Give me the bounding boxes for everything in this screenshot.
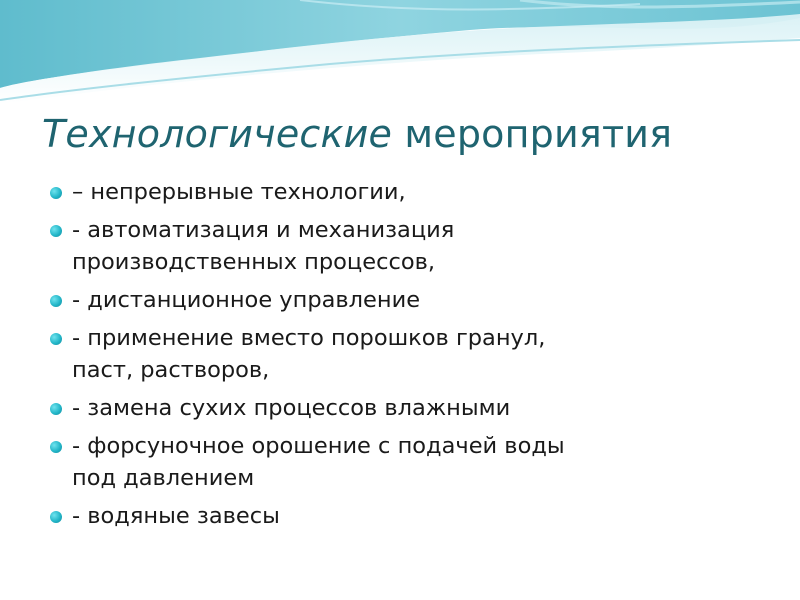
bullet-item (50, 284, 750, 316)
bullet-icon (50, 403, 62, 415)
bullet-item (50, 176, 750, 208)
wave-decoration (0, 0, 800, 110)
slide-title-rest: мероприятия (392, 112, 673, 156)
bullet-text: - применение вместо порошков гранул, паст, растворов, (72, 325, 546, 383)
bullet-item (50, 500, 750, 532)
bullet-item (50, 430, 750, 494)
bullet-icon (50, 225, 62, 237)
bullet-text: - форсуночное орошение с подачей воды под давлением (72, 433, 565, 491)
bullet-item (50, 322, 750, 386)
slide-title (42, 112, 672, 156)
bullet-icon (50, 333, 62, 345)
bullet-item (50, 392, 750, 424)
bullet-item (50, 214, 750, 278)
bullet-text: - водяные завесы (72, 503, 280, 529)
slide-title-italic: Технологические (42, 112, 393, 156)
bullet-icon (50, 295, 62, 307)
bullet-text: - автоматизация и механизация производственных процессов, (72, 217, 455, 275)
bullet-text: - дистанционное управление (72, 287, 421, 313)
bullet-icon (50, 187, 62, 199)
bullet-icon (50, 441, 62, 453)
bullet-icon (50, 511, 62, 523)
bullet-list (50, 176, 750, 538)
bullet-text: – непрерывные технологии, (72, 179, 406, 205)
bullet-text: - замена сухих процессов влажными (72, 395, 511, 421)
